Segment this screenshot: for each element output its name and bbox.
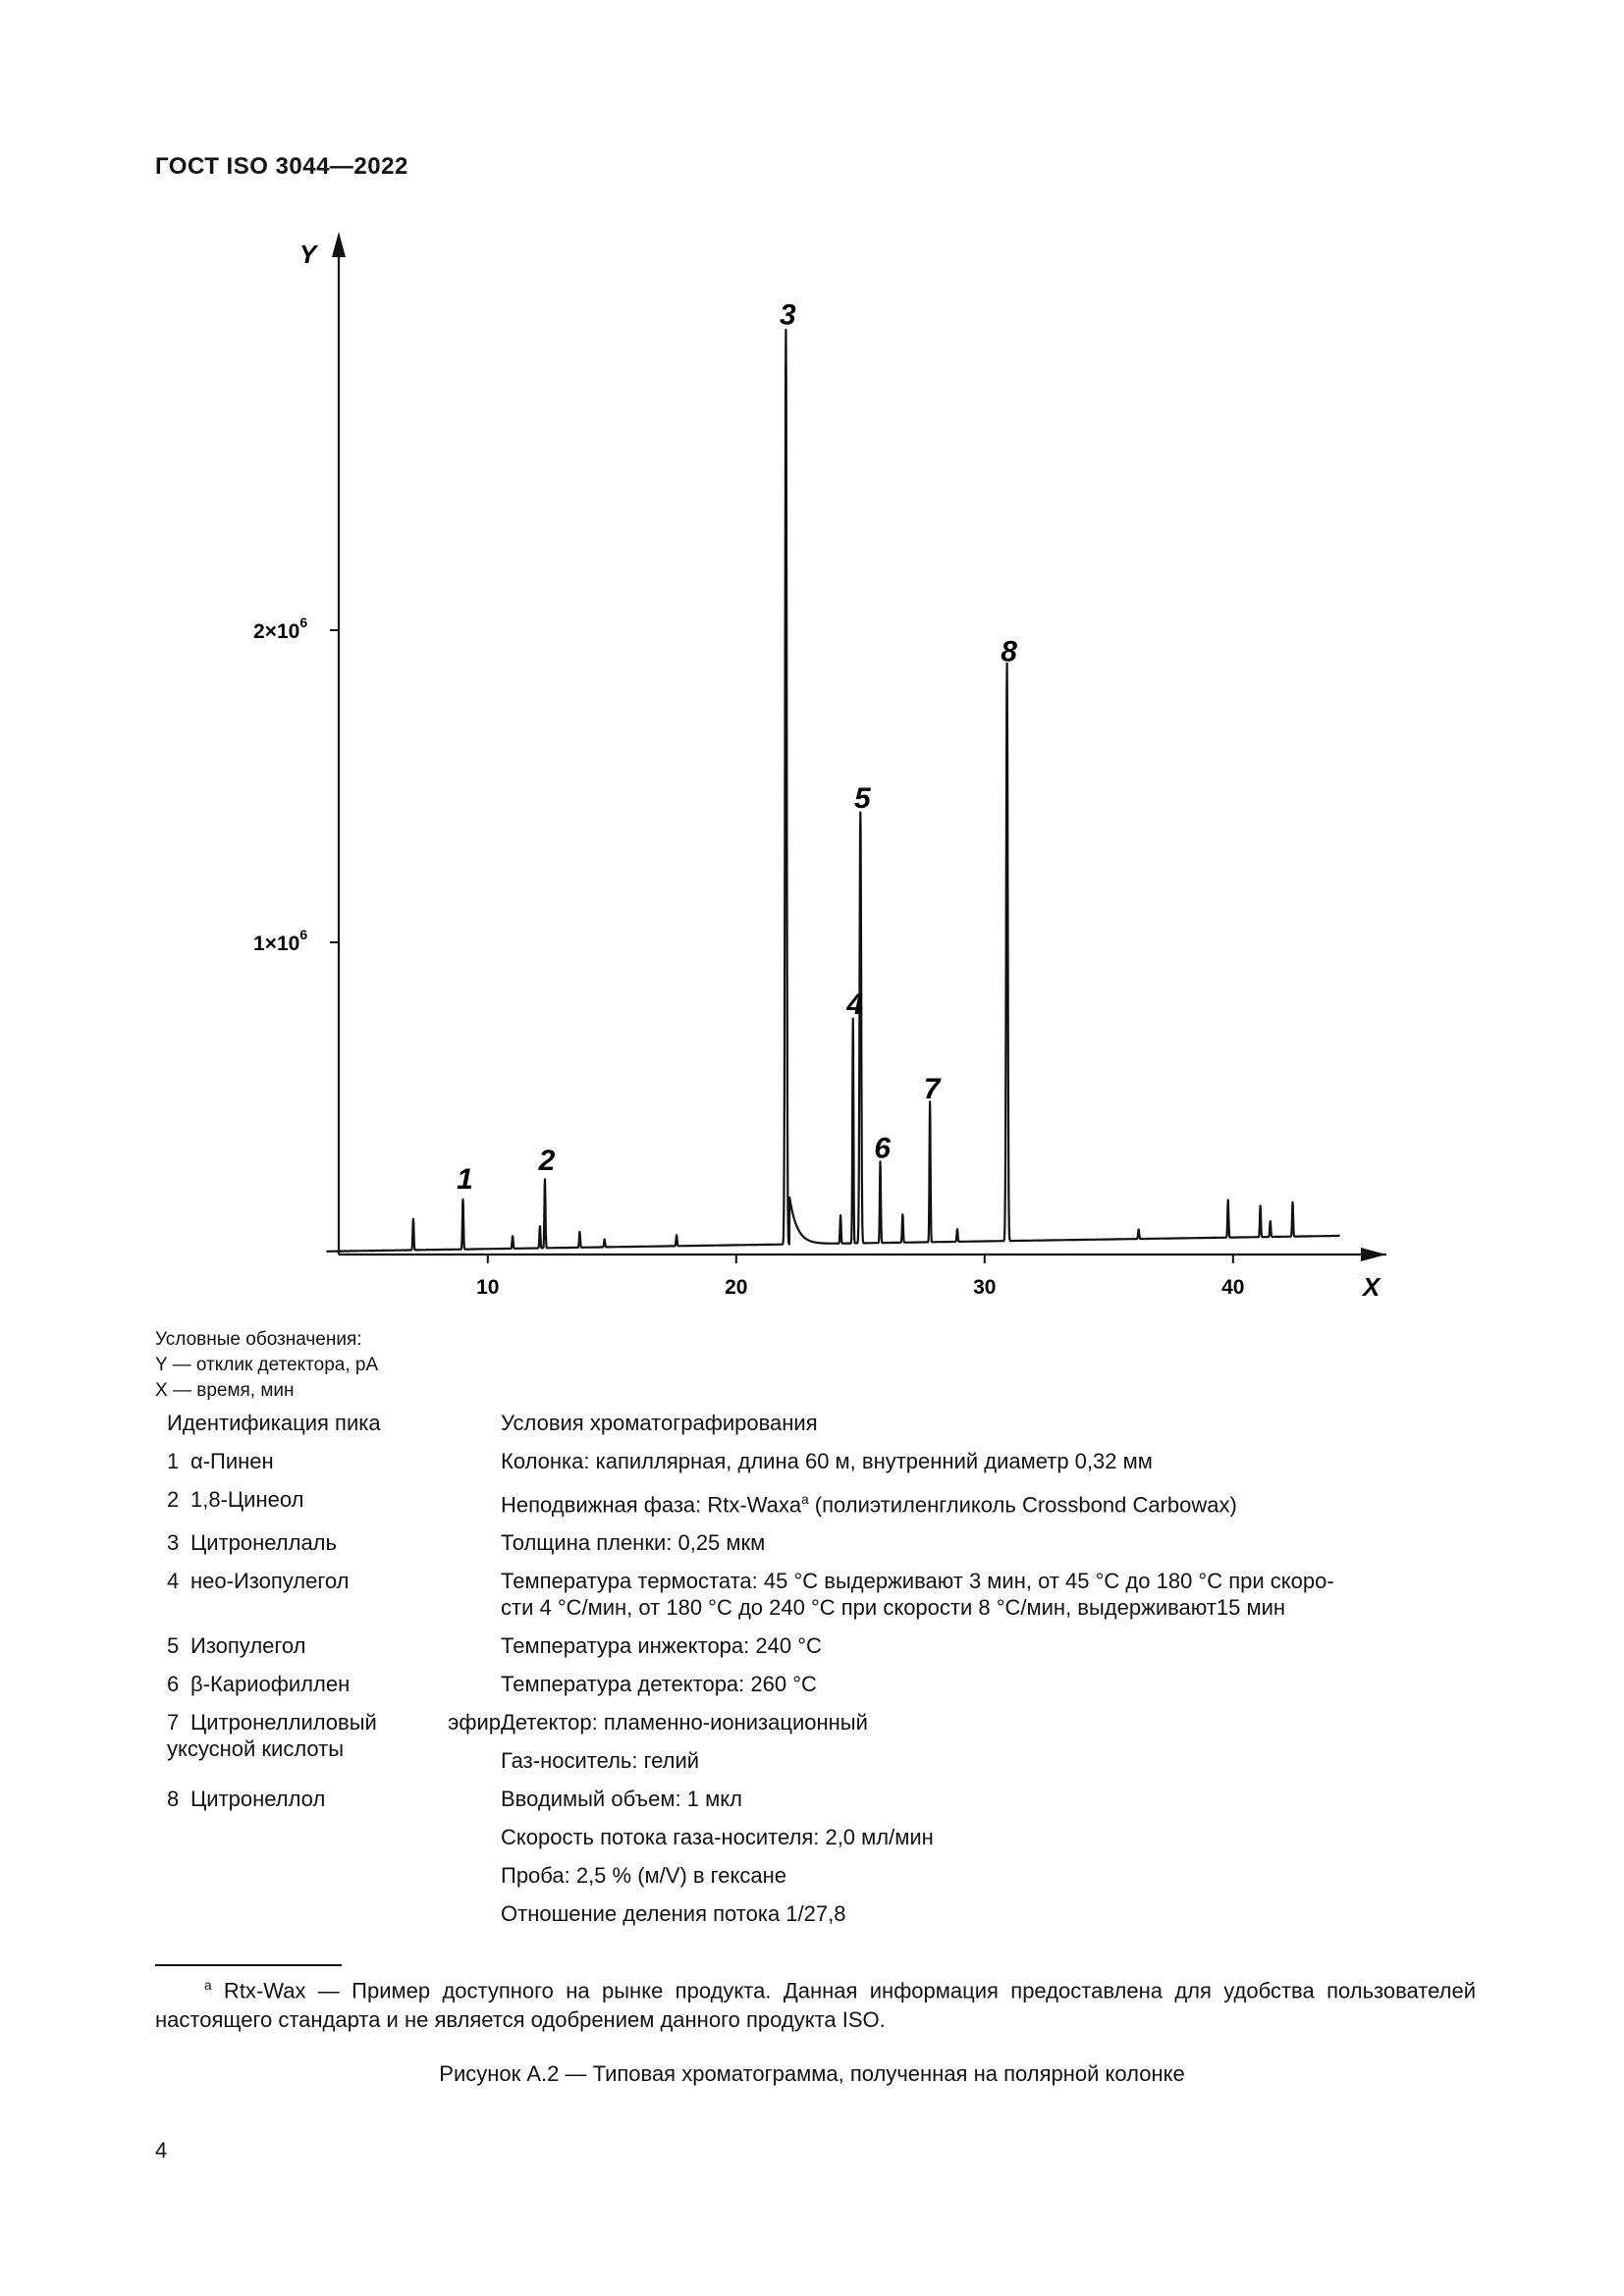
condition-split: Отношение деления потока 1/27,8 (501, 1901, 846, 1927)
peak-name: Изопулегол (190, 1633, 306, 1659)
footnote (155, 1971, 1476, 2035)
peak-name: Цитронеллол (190, 1787, 326, 1812)
peak-cell (155, 1482, 501, 1525)
table-row (155, 1896, 1476, 1935)
table-row (155, 1705, 1476, 1743)
x-tick-label: 30 (973, 1276, 997, 1299)
x-tick-label: 10 (476, 1276, 500, 1299)
table-row (155, 1482, 1476, 1525)
table-row (155, 1782, 1476, 1820)
footnote-mark: a (204, 1978, 212, 1993)
y-tick-label: $1\times 10^6$ (253, 927, 308, 955)
table-row (155, 1525, 1476, 1564)
legend-block (155, 1327, 378, 1404)
phase-text: Неподвижная фаза: Rtx-Waxa (501, 1492, 802, 1518)
figure-caption: Рисунок А.2 — Типовая хроматограмма, полученная на полярной колонке (439, 2061, 1185, 2086)
peak-cell (155, 1782, 501, 1820)
peak-label: 4 (846, 988, 864, 1022)
phase-desc: (полиэтиленгликоль Crossbond Carbowax) (808, 1492, 1237, 1518)
condition-detector: Детектор: пламенно-ионизационный (501, 1710, 868, 1735)
chromatogram-trace (326, 330, 1339, 1252)
peak-label: 8 (1001, 635, 1017, 668)
page-number: 4 (155, 2138, 168, 2163)
condition-sample: Проба: 2,5 % (м/V) в гексане (501, 1863, 786, 1889)
condition-volume: Вводимый объем: 1 мкл (501, 1787, 742, 1812)
peak-label: 5 (853, 782, 871, 816)
peak-cell (155, 1629, 501, 1667)
empty-cell (155, 1896, 501, 1935)
peak-cell (155, 1667, 501, 1705)
table-row (155, 1629, 1476, 1667)
condition-carrier: Газ-носитель: гелий (501, 1748, 700, 1774)
condition-phase (501, 1482, 1476, 1525)
condition-flow: Скорость потока газа-носителя: 2,0 мл/мин (501, 1825, 934, 1850)
empty-cell (155, 1820, 501, 1858)
peak-name: Цитронеллиловый эфир уксусной кислоты (167, 1710, 501, 1762)
peak-cell (155, 1564, 501, 1629)
table-header-row (155, 1406, 1476, 1444)
x-tick-label: 40 (1221, 1276, 1245, 1299)
peak-cell (155, 1444, 501, 1482)
y-tick-label: $2\times 10^6$ (253, 614, 308, 643)
peak-name: Цитронеллаль (190, 1530, 337, 1556)
table-row (155, 1667, 1476, 1705)
footnote-text: Rtx-Wax — Пример доступного на рынке продукта. Данная информация предоставлена для удобства пользователей настоящего стандарта и не является одобрением данного продукта ISO. (155, 1978, 1476, 2033)
peak-number: 1 (167, 1449, 180, 1473)
x-axis-arrow (1361, 1248, 1386, 1261)
peak-label: 2 (538, 1145, 556, 1178)
empty-cell (155, 1858, 501, 1896)
legend-title: Условные обозначения: (155, 1329, 362, 1350)
chart-axes (253, 232, 1386, 1302)
peak-number: 6 (167, 1672, 180, 1697)
peak-number: 5 (167, 1633, 180, 1659)
peak-number: 8 (167, 1787, 180, 1812)
document-header: ГОСТ ISO 3044—2022 (155, 153, 408, 180)
y-axis-label: Y (299, 240, 317, 269)
x-tick-label: 20 (725, 1276, 748, 1299)
peak-name: α-Пинен (190, 1449, 274, 1473)
oven-line-1: Температура термостата: 45 °C выдерживают 3 мин, от 45 °C до 180 °C при скоро- (501, 1569, 1334, 1594)
peak-number: 3 (167, 1530, 180, 1556)
right-header: Условия хроматографирования (501, 1411, 818, 1435)
left-header: Идентификация пика (167, 1411, 381, 1435)
peak-label: 3 (780, 298, 796, 332)
peak-labels (457, 298, 1017, 1196)
condition-detector-temp: Температура детектора: 260 °C (501, 1672, 817, 1697)
phase-footnote-mark: a (801, 1492, 809, 1507)
condition-oven (501, 1564, 1476, 1629)
table-row (155, 1820, 1476, 1858)
y-axis-arrow (332, 232, 346, 257)
condition-injector: Температура инжектора: 240 °C (501, 1633, 822, 1659)
table-row (155, 1858, 1476, 1896)
peak-number: 2 (167, 1487, 180, 1512)
peak-label: 6 (874, 1132, 891, 1165)
peak-cell (155, 1705, 501, 1782)
peak-name: нео-Изопулегол (190, 1569, 350, 1594)
peak-number: 7 (167, 1710, 180, 1735)
peak-number: 4 (167, 1569, 180, 1594)
legend-y: Y — отклик детектора, pA (155, 1355, 379, 1375)
peak-label: 7 (923, 1072, 941, 1105)
peak-name: 1,8-Цинеол (190, 1487, 304, 1512)
oven-line-2: сти 4 °C/мин, от 180 °C до 240 °C при скорости 8 °C/мин, выдерживают15 мин (501, 1595, 1286, 1621)
peak-label: 1 (457, 1163, 473, 1197)
condition-column: Колонка: капиллярная, длина 60 м, внутренний диаметр 0,32 мм (501, 1449, 1153, 1473)
table-row (155, 1564, 1476, 1629)
y-tick-exponent: 6 (299, 614, 308, 630)
x-axis-label: X (1363, 1272, 1380, 1302)
table-row (155, 1444, 1476, 1482)
peak-name: β-Кариофиллен (190, 1672, 351, 1697)
condition-film: Толщина пленки: 0,25 мкм (501, 1530, 766, 1556)
footnote-divider (155, 1964, 342, 1966)
peak-cell (155, 1525, 501, 1564)
y-tick-exponent: 6 (299, 927, 308, 942)
legend-x: X — время, мин (155, 1380, 295, 1401)
peaks-conditions-table (155, 1406, 1476, 1935)
